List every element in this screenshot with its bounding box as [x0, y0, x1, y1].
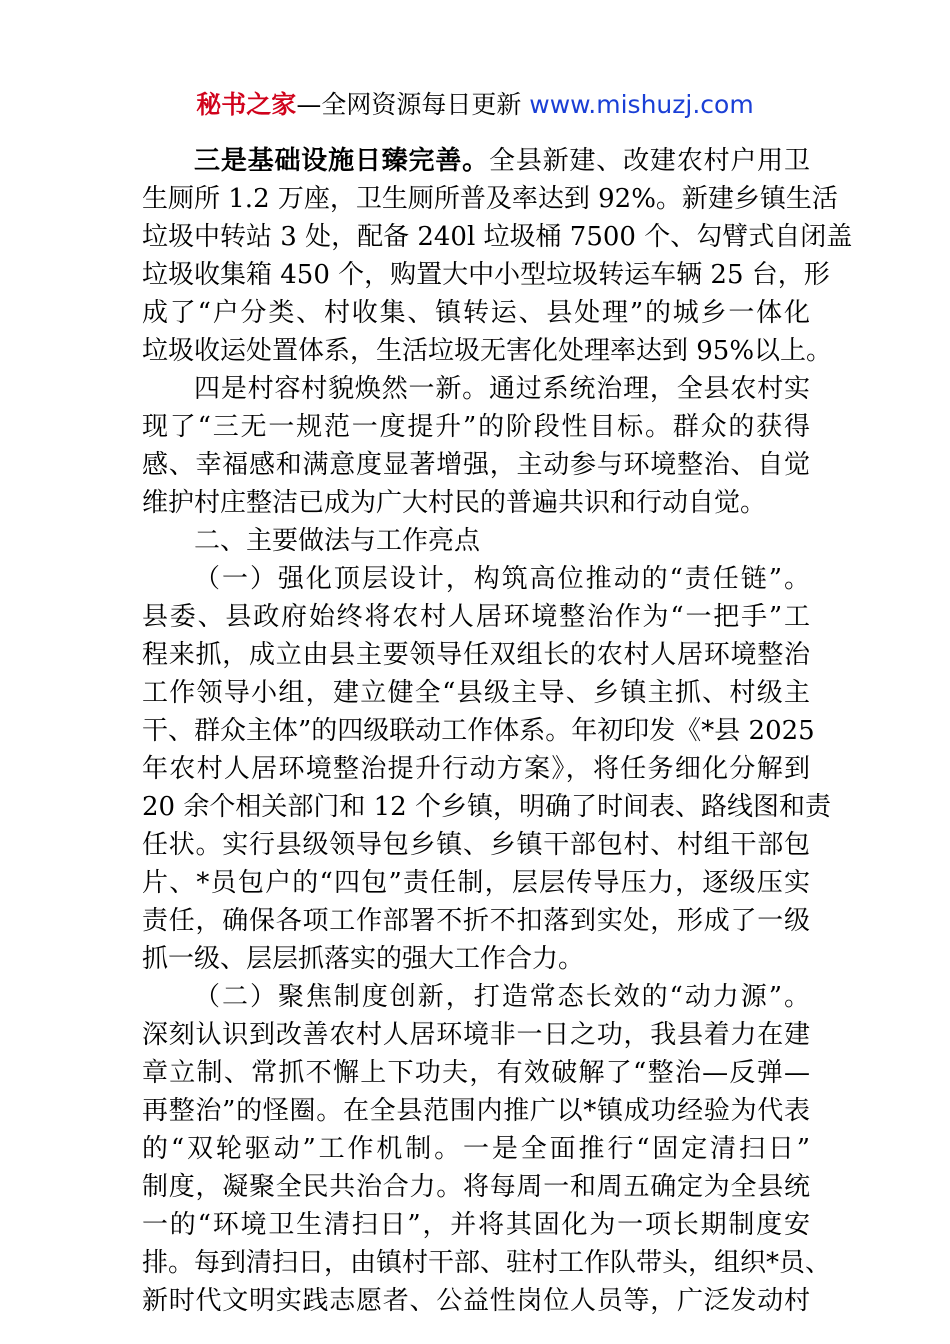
- paragraph-line: 垃圾中转站 3 处，配备 240l 垃圾桶 7500 个、勾臂式自闭盖: [142, 222, 853, 252]
- paragraph-line: 四是村容村貌焕然一新。通过系统治理，全县农村实: [194, 374, 810, 404]
- paragraph-line: 任状。实行县级领导包乡镇、乡镇干部包村、村组干部包: [142, 830, 810, 860]
- paragraph-line: 一的“环境卫生清扫日”，并将其固化为一项长期制度安: [142, 1210, 810, 1240]
- paragraph-line: 县委、县政府始终将农村人居环境整治作为“一把手”工: [142, 602, 810, 632]
- site-url: www.mishuzj.com: [529, 90, 754, 119]
- paragraph-line: 的“双轮驱动”工作机制。一是全面推行“固定清扫日”: [142, 1134, 810, 1164]
- paragraph-line: 年农村人居环境整治提升行动方案》，将任务细化分解到: [142, 754, 810, 784]
- paragraph-line: 章立制、常抓不懈上下功夫，有效破解了“整治—反弹—: [142, 1058, 810, 1088]
- paragraph-line: 感、幸福感和满意度显著增强，主动参与环境整治、自觉: [142, 450, 810, 480]
- subsection-heading: （一）强化顶层设计，构筑高位推动的“责任链”。: [194, 564, 810, 594]
- paragraph-line: 新时代文明实践志愿者、公益性岗位人员等，广泛发动村: [142, 1286, 810, 1316]
- paragraph-line: 片、*员包户的“四包”责任制，层层传导压力，逐级压实: [142, 868, 810, 898]
- paragraph-line: 再整治”的怪圈。在全县范围内推广以*镇成功经验为代表: [142, 1096, 810, 1126]
- paragraph-line: 责任，确保各项工作部署不折不扣落到实处，形成了一级: [142, 906, 810, 936]
- paragraph-line: 垃圾收集箱 450 个，购置大中小型垃圾转运车辆 25 台，形: [142, 260, 830, 290]
- paragraph-line: 20 余个相关部门和 12 个乡镇，明确了时间表、路线图和责: [142, 792, 831, 822]
- paragraph-line: 生厕所 1.2 万座，卫生厕所普及率达到 92%。新建乡镇生活: [142, 184, 838, 214]
- paragraph-line: 制度，凝聚全民共治合力。将每周一和周五确定为全县统: [142, 1172, 810, 1202]
- header-tagline: —全网资源每日更新: [296, 90, 530, 119]
- paragraph-line: 垃圾收运处置体系，生活垃圾无害化处理率达到 95%以上。: [142, 336, 833, 366]
- paragraph-line: 现了“三无一规范一度提升”的阶段性目标。群众的获得: [142, 412, 810, 442]
- paragraph-line: 程来抓，成立由县主要领导任双组长的农村人居环境整治: [142, 640, 810, 670]
- paragraph-line: 三是基础设施日臻完善。全县新建、改建农村户用卫: [194, 146, 810, 176]
- paragraph-line: 成了“户分类、村收集、镇转运、县处理”的城乡一体化: [142, 298, 810, 328]
- paragraph-line: 排。每到清扫日，由镇村干部、驻村工作队带头，组织*员、: [142, 1248, 832, 1278]
- subsection-heading: （二）聚焦制度创新，打造常态长效的“动力源”。: [194, 982, 810, 1012]
- paragraph-line: 抓一级、层层抓落实的强大工作合力。: [142, 944, 585, 974]
- brand-name: 秘书之家: [196, 90, 297, 119]
- paragraph-line: 维护村庄整洁已成为广大村民的普遍共识和行动自觉。: [142, 488, 767, 518]
- paragraph-lead: 三是基础设施日臻完善。: [194, 146, 489, 176]
- document-body: [142, 142, 853, 1320]
- section-heading: 二、主要做法与工作亮点: [194, 526, 481, 556]
- site-header: [0, 88, 950, 122]
- paragraph-line: 工作领导小组，建立健全“县级主导、乡镇主抓、村级主: [142, 678, 810, 708]
- paragraph-line: 干、群众主体”的四级联动工作体系。年初印发《*县 2025: [142, 716, 815, 746]
- paragraph-line: 深刻认识到改善农村人居环境非一日之功，我县着力在建: [142, 1020, 810, 1050]
